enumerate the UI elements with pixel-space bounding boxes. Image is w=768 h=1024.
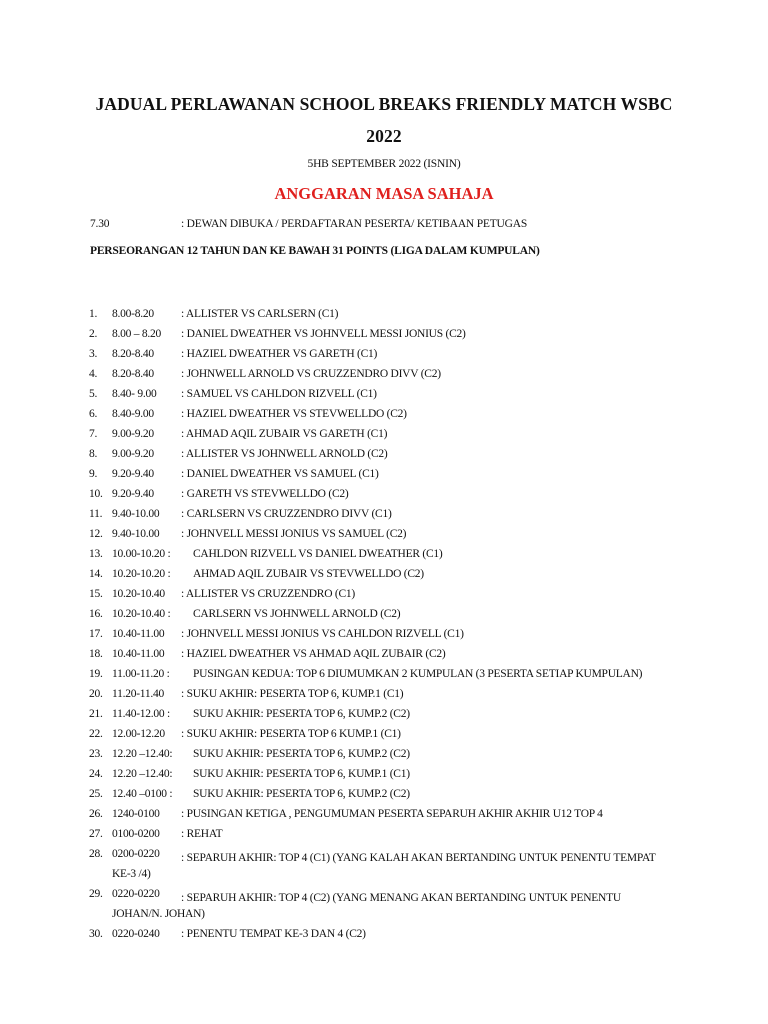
match-description: : JOHNVELL MESSI JONIUS VS CAHLDON RIZVELL (C1) — [181, 628, 464, 640]
estimate-notice: ANGGARAN MASA SAHAJA — [274, 184, 494, 203]
match-time: 10.40-11.00 — [112, 628, 165, 640]
event-date: 5HB SEPTEMBER 2022 (ISNIN) — [307, 158, 461, 170]
match-description: : JOHNVELL MESSI JONIUS VS SAMUEL (C2) — [181, 528, 407, 540]
match-description: CAHLDON RIZVELL VS DANIEL DWEATHER (C1) — [193, 548, 443, 560]
match-description: SUKU AKHIR: PESERTA TOP 6, KUMP.2 (C2) — [193, 788, 410, 800]
match-description: SUKU AKHIR: PESERTA TOP 6, KUMP.2 (C2) — [193, 748, 410, 760]
match-number: 12. — [89, 528, 103, 540]
match-number: 8. — [89, 448, 98, 460]
match-description: : SUKU AKHIR: PESERTA TOP 6 KUMP.1 (C1) — [181, 728, 401, 740]
match-time: 1240-0100 — [112, 808, 160, 820]
match-description: : SEPARUH AKHIR: TOP 4 (C1) (YANG KALAH AKAN BERTANDING UNTUK PENENTU TEMPAT — [181, 852, 656, 864]
match-number: 27. — [89, 828, 103, 840]
match-description: : CARLSERN VS CRUZZENDRO DIVV (C1) — [181, 508, 392, 520]
match-description: : AHMAD AQIL ZUBAIR VS GARETH (C1) — [181, 428, 388, 440]
match-time: 10.20-10.40 : — [112, 608, 171, 620]
match-time: 8.00-8.20 — [112, 308, 154, 320]
match-time: 10.40-11.00 — [112, 648, 165, 660]
match-time: 12.20 –12.40: — [112, 748, 173, 760]
match-time: 8.20-8.40 — [112, 368, 154, 380]
opening-text: : DEWAN DIBUKA / PERDAFTARAN PESERTA/ KETIBAAN PETUGAS — [181, 218, 528, 230]
match-number: 25. — [89, 788, 103, 800]
match-number: 2. — [89, 328, 98, 340]
match-number: 5. — [89, 388, 98, 400]
match-time: 10.00-10.20 : — [112, 548, 171, 560]
match-description: : DANIEL DWEATHER VS SAMUEL (C1) — [181, 468, 379, 480]
match-time: 9.00-9.20 — [112, 428, 154, 440]
match-number: 11. — [89, 508, 103, 520]
match-description: : REHAT — [181, 828, 223, 840]
match-time: 11.00-11.20 : — [112, 668, 170, 680]
match-time: 8.00 – 8.20 — [112, 328, 161, 340]
match-description: : HAZIEL DWEATHER VS GARETH (C1) — [181, 348, 378, 360]
match-number: 26. — [89, 808, 103, 820]
match-number: 29. — [89, 888, 103, 900]
match-description: PUSINGAN KEDUA: TOP 6 DIUMUMKAN 2 KUMPULAN (3 PESERTA SETIAP KUMPULAN) — [193, 668, 643, 680]
match-time: 9.40-10.00 — [112, 508, 160, 520]
match-description: : JOHNWELL ARNOLD VS CRUZZENDRO DIVV (C2) — [181, 368, 441, 380]
match-time: 0100-0200 — [112, 828, 160, 840]
match-number: 28. — [89, 848, 103, 860]
match-number: 20. — [89, 688, 103, 700]
category-heading: PERSEORANGAN 12 TAHUN DAN KE BAWAH 31 POINTS (LIGA DALAM KUMPULAN) — [90, 245, 540, 257]
match-number: 16. — [89, 608, 103, 620]
match-number: 3. — [89, 348, 98, 360]
match-description: SUKU AKHIR: PESERTA TOP 6, KUMP.1 (C1) — [193, 768, 410, 780]
match-number: 23. — [89, 748, 103, 760]
match-time: 0220-0240 — [112, 928, 160, 940]
match-number: 6. — [89, 408, 98, 420]
match-number: 17. — [89, 628, 103, 640]
document-title-line-2: 2022 — [366, 126, 402, 146]
match-time: 0220-0220 — [112, 888, 160, 900]
match-description: : SAMUEL VS CAHLDON RIZVELL (C1) — [181, 388, 377, 400]
match-time: 11.40-12.00 : — [112, 708, 170, 720]
match-time: 8.40- 9.00 — [112, 388, 157, 400]
match-time: 11.20-11.40 — [112, 688, 164, 700]
match-time: 9.00-9.20 — [112, 448, 154, 460]
match-number: 1. — [89, 308, 98, 320]
match-number: 4. — [89, 368, 98, 380]
match-description: : HAZIEL DWEATHER VS AHMAD AQIL ZUBAIR (C2) — [181, 648, 446, 660]
match-number: 7. — [89, 428, 98, 440]
match-time: 0200-0220 — [112, 848, 160, 860]
match-time: 12.20 –12.40: — [112, 768, 173, 780]
match-description: SUKU AKHIR: PESERTA TOP 6, KUMP.2 (C2) — [193, 708, 410, 720]
match-description: : HAZIEL DWEATHER VS STEVWELLDO (C2) — [181, 408, 407, 420]
match-number: 22. — [89, 728, 103, 740]
match-number: 30. — [89, 928, 103, 940]
match-description: : SUKU AKHIR: PESERTA TOP 6, KUMP.1 (C1) — [181, 688, 404, 700]
match-number: 9. — [89, 468, 98, 480]
match-time: 9.40-10.00 — [112, 528, 160, 540]
match-time: 9.20-9.40 — [112, 488, 154, 500]
document-title-line-1: JADUAL PERLAWANAN SCHOOL BREAKS FRIENDLY MATCH WSBC — [95, 94, 673, 114]
match-number: 18. — [89, 648, 103, 660]
match-number: 24. — [89, 768, 103, 780]
match-number: 14. — [89, 568, 103, 580]
match-time: 8.40-9.00 — [112, 408, 154, 420]
match-description-continued: JOHAN/N. JOHAN) — [112, 908, 205, 920]
match-description: AHMAD AQIL ZUBAIR VS STEVWELLDO (C2) — [193, 568, 424, 580]
match-description: : ALLISTER VS CARLSERN (C1) — [181, 308, 339, 320]
match-description: : ALLISTER VS CRUZZENDRO (C1) — [181, 588, 355, 600]
match-number: 15. — [89, 588, 103, 600]
match-description: : GARETH VS STEVWELLDO (C2) — [181, 488, 349, 500]
match-number: 19. — [89, 668, 103, 680]
match-description: : ALLISTER VS JOHNWELL ARNOLD (C2) — [181, 448, 388, 460]
match-number: 21. — [89, 708, 103, 720]
match-description-continued: KE-3 /4) — [112, 868, 151, 880]
match-description: : PUSINGAN KETIGA , PENGUMUMAN PESERTA SEPARUH AKHIR AKHIR U12 TOP 4 — [181, 808, 603, 820]
match-number: 13. — [89, 548, 103, 560]
match-description: CARLSERN VS JOHNWELL ARNOLD (C2) — [193, 608, 401, 620]
match-time: 12.00-12.20 — [112, 728, 165, 740]
match-time: 8.20-8.40 — [112, 348, 154, 360]
match-number: 10. — [89, 488, 103, 500]
match-description: : DANIEL DWEATHER VS JOHNVELL MESSI JONIUS (C2) — [181, 328, 466, 340]
match-description: : SEPARUH AKHIR: TOP 4 (C2) (YANG MENANG AKAN BERTANDING UNTUK PENENTU — [181, 892, 621, 904]
match-description: : PENENTU TEMPAT KE-3 DAN 4 (C2) — [181, 928, 366, 940]
opening-time: 7.30 — [90, 218, 110, 230]
match-time: 9.20-9.40 — [112, 468, 154, 480]
match-time: 10.20-10.40 — [112, 588, 165, 600]
match-time: 10.20-10.20 : — [112, 568, 171, 580]
match-time: 12.40 –0100 : — [112, 788, 173, 800]
